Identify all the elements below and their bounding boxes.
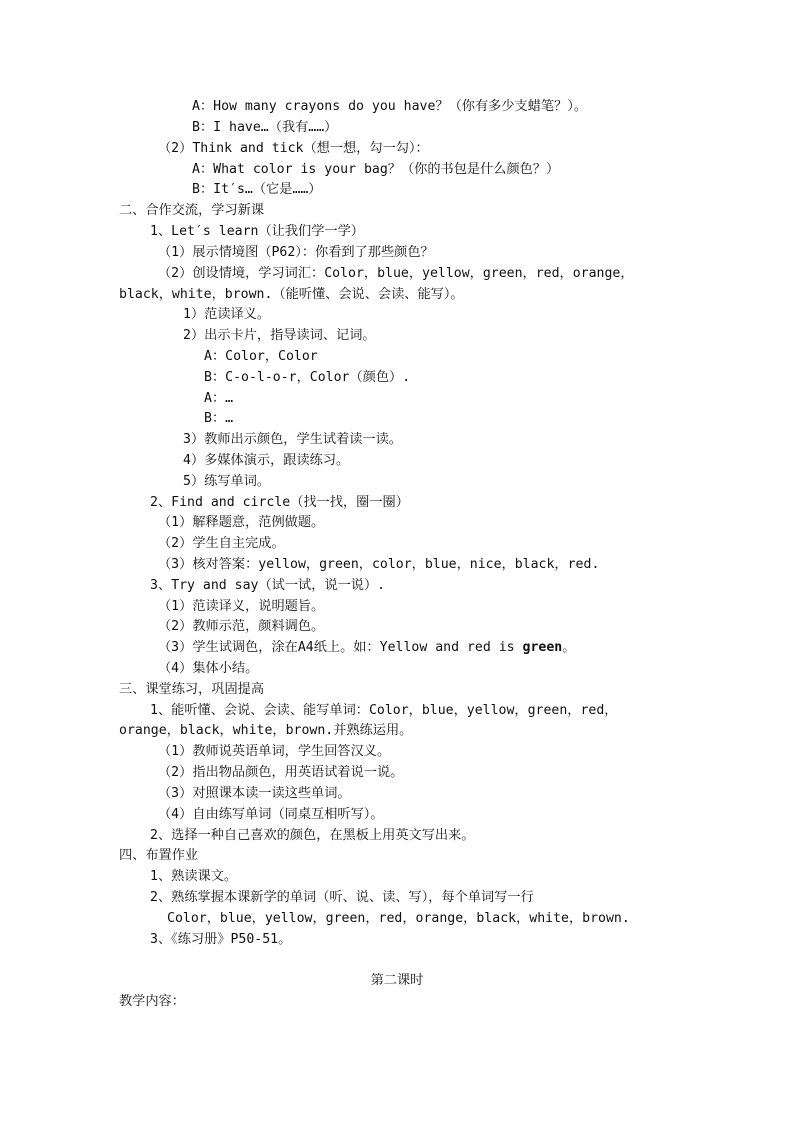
section-heading: 二、合作交流，学习新课 (119, 203, 265, 218)
activity-item: （2）教师示范，颜料调色。 (158, 619, 325, 634)
step-item: 2）出示卡片，指导读词、记词。 (183, 328, 376, 343)
subsection-heading: 2、选择一种自己喜欢的颜色，在黑板上用英文写出来。 (150, 828, 475, 843)
activity-item: （1）范读译义，说明题旨。 (158, 599, 325, 614)
dialogue-line: A：How many crayons do you have？（你有多少支蜡笔？）。 (192, 99, 588, 114)
homework-item-continued: Color，blue，yellow，green，red，orange，black，white，brown. (167, 911, 630, 926)
homework-item: 2、熟练掌握本课新学的单词（听、说、读、写），每个单词写一行 (150, 890, 534, 905)
dialogue-line: A：Color，Color (204, 349, 318, 364)
homework-item: 1、熟读课文。 (150, 869, 238, 884)
activity-text: （3）学生试调色，涂在A4纸上。如：Yellow and red is (158, 640, 523, 655)
activity-item: （4）自由练写单词（同桌互相听写）。 (158, 807, 384, 822)
activity-item: （4）集体小结。 (158, 661, 259, 676)
section-heading: 三、课堂练习，巩固提高 (119, 682, 265, 697)
activity-item: （1）解释题意，范例做题。 (158, 515, 325, 530)
activity-item: （2）学生自主完成。 (158, 536, 285, 551)
subsection-heading: 1、能听懂、会说、会读、能写单词：Color，blue，yellow，green，red， (150, 703, 618, 718)
dialogue-line: A：… (204, 391, 234, 406)
activity-item: （3）对照课本读一读这些单词。 (158, 786, 351, 801)
step-item: 3）教师出示颜色，学生试着读一读。 (183, 432, 402, 447)
activity-item: （3）核对答案：yellow，green，color，blue，nice，black，red. (158, 557, 600, 572)
lesson-title: 第二课时 (370, 973, 424, 988)
homework-item: 3、《练习册》P50-51。 (150, 932, 292, 947)
activity-item (158, 638, 575, 659)
dialogue-line: A：What color is your bag？（你的书包是什么颜色？） (192, 162, 560, 177)
punctuation: 。 (562, 640, 576, 655)
subsection-heading: 3、Try and say（试一试，说一说）. (150, 578, 386, 593)
activity-item: （1）教师说英语单词，学生回答汉义。 (158, 744, 391, 759)
subsection-heading: 1、Let′s learn（让我们学一学） (150, 224, 364, 239)
dialogue-line: B：I have…（我有……） (192, 120, 338, 135)
activity-item-continued: black，white，brown.（能听懂、会说、会读、能写）。 (119, 287, 464, 302)
activity-item: （2）Think and tick（想一想，勾一勾）： (158, 141, 429, 156)
step-item: 5）练写单词。 (183, 474, 271, 489)
step-item: 1）范读译义。 (183, 307, 271, 322)
subsection-heading: 2、Find and circle（找一找，圈一圈） (150, 495, 409, 510)
dialogue-line: B：… (204, 411, 234, 426)
step-item: 4）多媒体演示，跟读练习。 (183, 453, 350, 468)
teaching-content-label: 教学内容： (119, 994, 185, 1009)
bold-word: green (522, 640, 563, 655)
subsection-heading-continued: orange，black，white，brown.并熟练运用。 (119, 723, 413, 738)
dialogue-line: B：C-o-l-o-r，Color（颜色）. (204, 370, 411, 385)
dialogue-line: B：It′s…（它是……） (192, 182, 322, 197)
activity-item: （2）指出物品颜色，用英语试着说一说。 (158, 765, 404, 780)
section-heading: 四、布置作业 (119, 848, 199, 863)
activity-item: （2）创设情境，学习词汇：Color，blue，yellow，green，red，orange， (158, 266, 634, 281)
activity-item: （1）展示情境图（P62）：你看到了那些颜色？ (158, 245, 434, 260)
